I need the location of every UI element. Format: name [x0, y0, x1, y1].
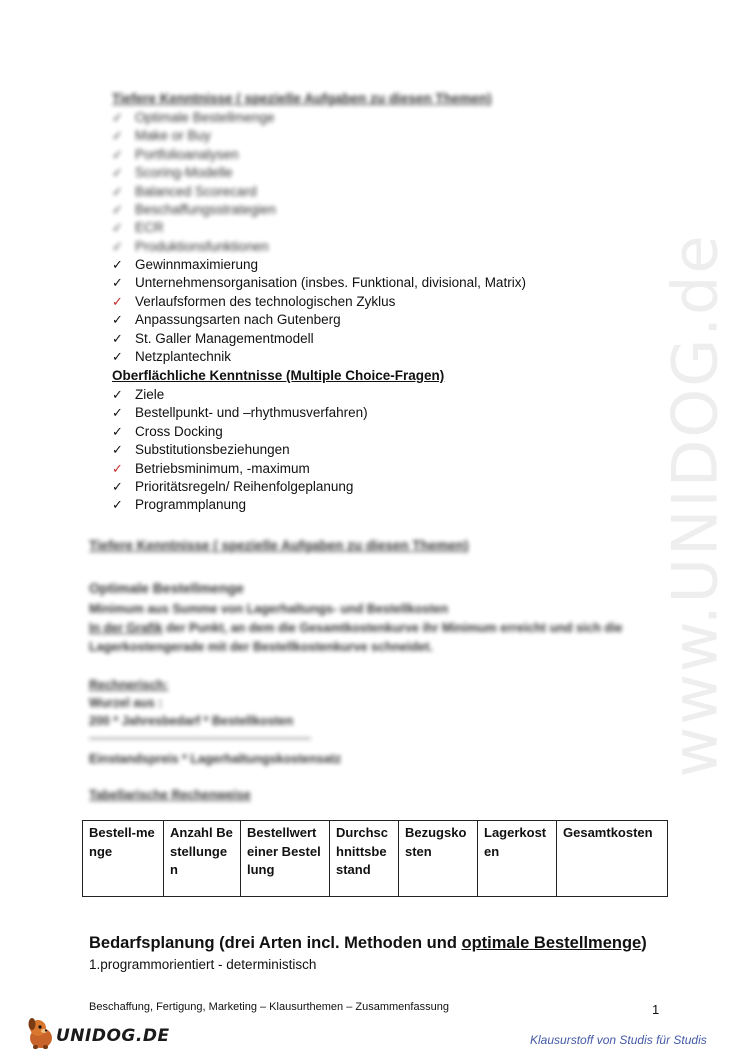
check-icon: ✓ [112, 220, 123, 236]
blurred-line-1: Minimum aus Summe von Lagerhaltungs- und Bestellkosten [89, 602, 449, 616]
fraction-line [89, 738, 311, 739]
list-item: ✓ Produktionsfunktionen [112, 238, 276, 256]
topic-list-top [112, 256, 526, 366]
table-header-cell: Anzahl Bestellungen [164, 821, 241, 897]
check-icon-red: ✓ [112, 293, 123, 309]
check-icon: ✓ [112, 128, 123, 144]
watermark [640, 233, 750, 777]
check-icon: ✓ [112, 146, 123, 162]
list-item: ✓ Ziele [112, 386, 368, 404]
footer-text: Beschaffung, Fertigung, Marketing – Klausurthemen – Zusammenfassung [89, 1001, 449, 1013]
table-row [83, 821, 668, 897]
list-item: ✓ Betriebsminimum, -maximum [112, 460, 368, 478]
unidog-logo [22, 1014, 170, 1052]
list-item: ✓ ECR [112, 219, 276, 237]
blurred-calc-3: Einstandspreis * Lagerhaltungskostensatz [89, 752, 342, 766]
brand-tagline: Klausurstoff von Studis für Studis [530, 1033, 707, 1047]
list-item: ✓ Scoring-Modelle [112, 164, 276, 182]
list-item: ✓ Optimale Bestellmenge [112, 109, 276, 127]
blurred-heading-2: Tiefere Kenntnisse ( spezielle Aufgaben zu diesen Themen) [89, 538, 469, 553]
check-icon: ✓ [112, 257, 123, 272]
list-item: ✓ Cross Docking [112, 423, 368, 441]
section-subtitle: 1.programmorientiert - deterministisch [89, 957, 317, 972]
blurred-list-1 [112, 109, 276, 256]
topic-list-bottom [112, 386, 368, 515]
list-item: ✓ Balanced Scorecard [112, 183, 276, 201]
list-item: ✓ Portfolioanalysen [112, 146, 276, 164]
check-icon: ✓ [112, 275, 123, 291]
blurred-calc-2: 200 * Jahresbedarf * Bestellkosten [89, 714, 294, 728]
blurred-line-2: In der Grafik der Punkt, an dem die Gesamtkostenkurve ihr Minimum erreicht und sich die [89, 621, 623, 635]
list-item: ✓ Prioritätsregeln/ Reihenfolgeplanung [112, 478, 368, 496]
check-icon: ✓ [112, 348, 123, 364]
list-item: ✓ Verlaufsformen des technologischen Zyklus [112, 293, 526, 311]
check-icon: ✓ [112, 238, 123, 254]
list-item: ✓ Substitutionsbeziehungen [112, 441, 368, 459]
table-header-cell: Gesamtkosten [557, 821, 668, 897]
check-icon: ✓ [112, 497, 123, 513]
cost-table [82, 820, 668, 897]
dog-mascot-icon [22, 1014, 60, 1052]
table-header-cell: Lagerkosten [478, 821, 557, 897]
list-item: ✓ Beschaffungsstrategien [112, 201, 276, 219]
list-item: ✓ Programmplanung [112, 496, 368, 514]
list-item: ✓ Gewinnmaximierung [112, 256, 526, 274]
check-icon: ✓ [112, 478, 123, 494]
blurred-calc-1: Wurzel aus : [89, 696, 163, 710]
check-icon: ✓ [112, 405, 123, 421]
blurred-heading-1: Tiefere Kenntnisse ( spezielle Aufgaben zu diesen Themen) [112, 91, 492, 106]
check-icon: ✓ [112, 312, 123, 328]
list-item: ✓ Make or Buy [112, 127, 276, 145]
blurred-calc-label: Rechnerisch: [89, 678, 169, 692]
page-number: 1 [652, 1002, 660, 1017]
list-item: ✓ Bestellpunkt- und –rhythmusverfahren) [112, 404, 368, 422]
check-icon: ✓ [112, 387, 123, 402]
superficial-heading: Oberflächliche Kenntnisse (Multiple Choice-Fragen) [112, 368, 445, 383]
list-item: ✓ Netzplantechnik [112, 348, 526, 366]
table-header-cell: Bezugskosten [399, 821, 478, 897]
check-icon-red: ✓ [112, 460, 123, 476]
table-header-cell: Durchschnittsbestand [330, 821, 399, 897]
watermark-text: www.UNIDOG.de [658, 233, 732, 777]
table-header-cell: Bestellwert einer Bestellung [241, 821, 330, 897]
blurred-line-3: Lagerkostengerade mit der Bestellkostenkurve schneidet. [89, 640, 433, 654]
list-item: ✓ Unternehmensorganisation (insbes. Funktional, divisional, Matrix) [112, 274, 526, 292]
list-item: ✓ St. Galler Managementmodell [112, 330, 526, 348]
list-item: ✓ Anpassungsarten nach Gutenberg [112, 311, 526, 329]
check-icon: ✓ [112, 330, 123, 346]
check-icon: ✓ [112, 201, 123, 217]
check-icon: ✓ [112, 423, 123, 439]
section-title: Bedarfsplanung (drei Arten incl. Methoden und optimale Bestellmenge) [89, 934, 647, 952]
table-header-cell: Bestell-menge [83, 821, 164, 897]
blurred-subheading: Optimale Bestellmenge [89, 580, 244, 596]
check-icon: ✓ [112, 442, 123, 458]
logo-text: UNIDOG.DE [56, 1026, 170, 1046]
check-icon: ✓ [112, 183, 123, 199]
check-icon: ✓ [112, 165, 123, 181]
blurred-table-label: Tabellarische Rechenweise [89, 788, 251, 802]
check-icon: ✓ [112, 110, 123, 125]
